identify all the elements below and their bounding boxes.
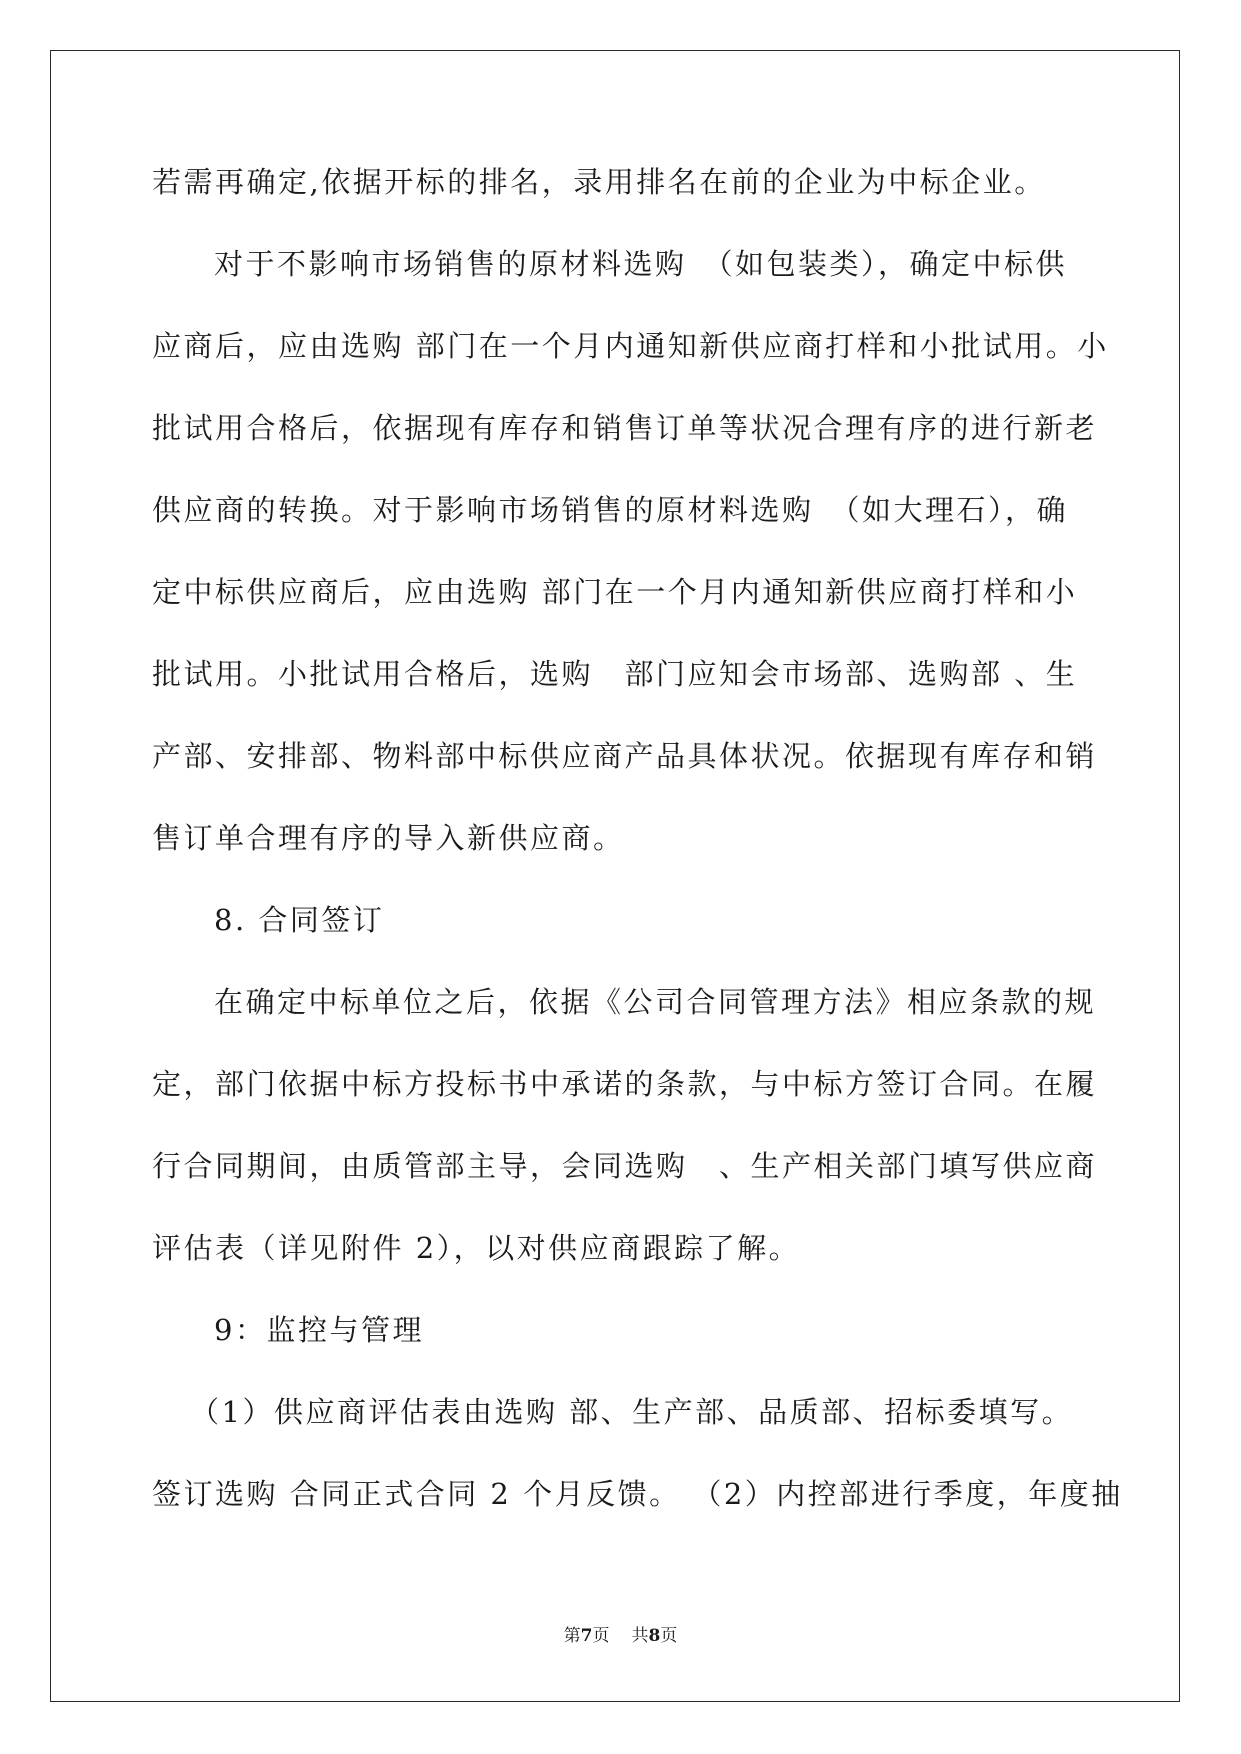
- text-line: 批试用。小批试用合格后，选购 部门应知会市场部、选购部 、生: [152, 657, 1078, 691]
- text-line: 产部、安排部、物料部中标供应商产品具体状况。依据现有库存和销: [152, 739, 1098, 773]
- text-line: 定，部门依据中标方投标书中承诺的条款，与中标方签订合同。在履: [152, 1067, 1098, 1101]
- text-line: 在确定中标单位之后，依据《公司合同管理方法》相应条款的规: [214, 985, 1097, 1019]
- section-heading-9: 9：监控与管理: [214, 1313, 424, 1347]
- document-body: [152, 162, 1123, 1556]
- page-label-suffix: 页: [592, 1626, 610, 1646]
- text-line: 评估表（详见附件 2），以对供应商跟踪了解。: [152, 1231, 801, 1265]
- text-line: 应商后，应由选购 部门在一个月内通知新供应商打样和小批试用。小: [152, 329, 1109, 363]
- current-page-number: 7: [580, 1626, 593, 1646]
- text-line: 售订单合理有序的导入新供应商。: [152, 821, 625, 855]
- total-label-suffix: 页: [660, 1626, 678, 1646]
- text-line: 签订选购 合同正式合同 2 个月反馈。 （2）内控部进行季度，年度抽: [152, 1477, 1123, 1511]
- text-line: 对于不影响市场销售的原材料选购 （如包装类），确定中标供: [214, 247, 1068, 281]
- text-line: 批试用合格后，依据现有库存和销售订单等状况合理有序的进行新老: [152, 411, 1098, 445]
- text-line: 供应商的转换。对于影响市场销售的原材料选购 （如大理石），确: [152, 493, 1069, 527]
- text-line: 行合同期间，由质管部主导，会同选购 、生产相关部门填写供应商: [152, 1149, 1098, 1183]
- text-line: 若需再确定,依据开标的排名，录用排名在前的企业为中标企业。: [152, 165, 1046, 199]
- page-footer: [0, 1621, 1241, 1646]
- total-label-prefix: 共: [631, 1626, 649, 1646]
- section-heading-8: 8. 合同签订: [214, 903, 385, 937]
- total-page-number: 8: [648, 1626, 661, 1646]
- page-label-prefix: 第: [563, 1626, 581, 1646]
- text-line: （1）供应商评估表由选购 部、生产部、品质部、招标委填写。: [190, 1395, 1074, 1429]
- text-line: 定中标供应商后，应由选购 部门在一个月内通知新供应商打样和小: [152, 575, 1078, 609]
